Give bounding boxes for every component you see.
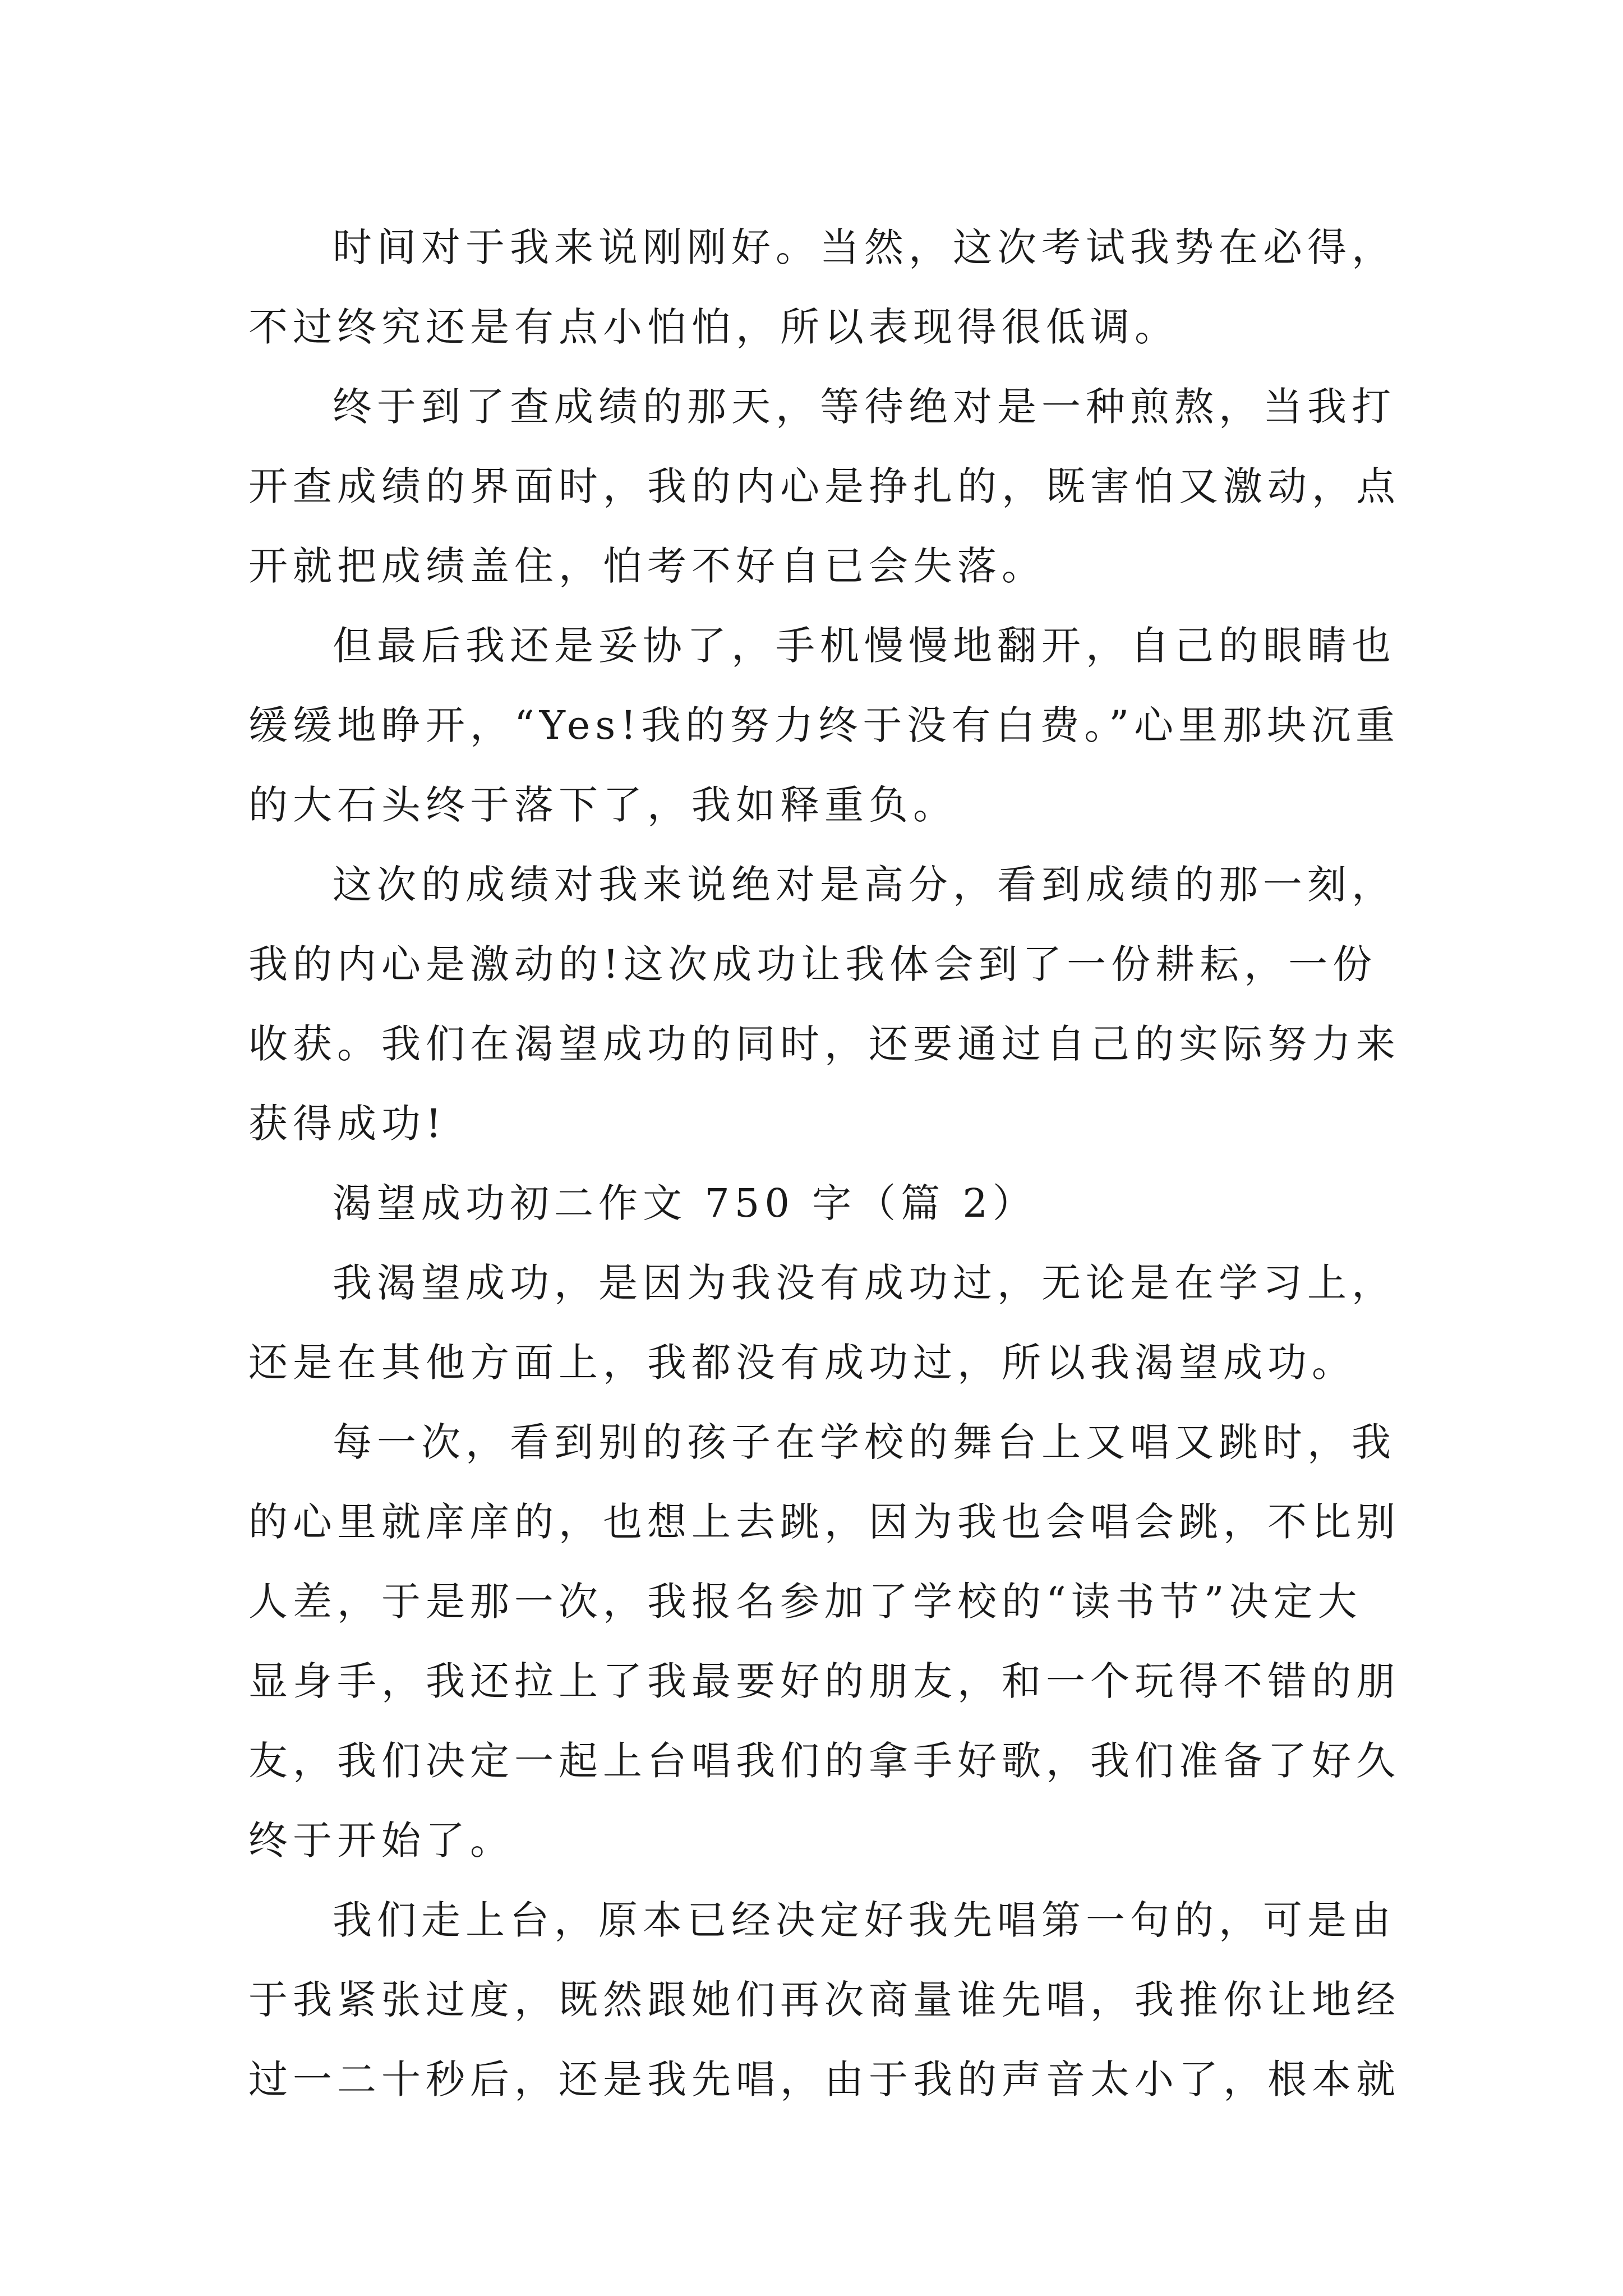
paragraph	[248, 367, 1400, 606]
text-line: 开就把成绩盖住，怕考不好自已会失落。	[248, 543, 1046, 589]
document-body	[248, 208, 1400, 2119]
text-line: 时间对于我来说刚刚好。当然，这次考试我势在必得，	[333, 224, 1396, 270]
paragraph	[248, 1402, 1400, 1880]
text-line: 终于开始了。	[248, 1818, 514, 1864]
paragraph	[248, 845, 1400, 1163]
section-heading: 渴望成功初二作文 750 字（篇 2）	[333, 1180, 1037, 1226]
text-line: 每一次，看到别的孩子在学校的舞台上又唱又跳时，我	[333, 1419, 1396, 1465]
text-line: 但最后我还是妥协了，手机慢慢地翻开，自己的眼睛也	[333, 623, 1396, 669]
paragraph	[248, 1880, 1400, 2119]
text-line: 于我紧张过度，既然跟她们再次商量谁先唱，我推你让地经	[248, 1977, 1400, 2023]
text-line: 终于到了查成绩的那天，等待绝对是一种煎熬，当我打	[333, 384, 1396, 430]
text-line: 开查成绩的界面时，我的内心是挣扎的，既害怕又激动，点	[248, 463, 1400, 509]
text-line: 这次的成绩对我来说绝对是高分，看到成绩的那一刻，	[333, 862, 1396, 908]
text-line: 收获。我们在渴望成功的同时，还要通过自己的实际努力来	[248, 1021, 1400, 1067]
paragraph	[248, 606, 1400, 845]
paragraph	[248, 1243, 1396, 1402]
text-line: 过一二十秒后，还是我先唱，由于我的声音太小了，根本就	[248, 2056, 1400, 2102]
text-line: 的大石头终于落下了，我如释重负。	[248, 782, 957, 828]
text-line: 还是在其他方面上，我都没有成功过，所以我渴望成功。	[248, 1340, 1356, 1386]
text-line: 的心里就庠庠的，也想上去跳，因为我也会唱会跳，不比别	[248, 1499, 1400, 1545]
text-line: 我的内心是激动的!这次成功让我体会到了一份耕耘，一份	[248, 941, 1377, 987]
paragraph	[248, 208, 1396, 367]
text-line: 友，我们决定一起上台唱我们的拿手好歌，我们准备了好久	[248, 1738, 1400, 1784]
text-line: 获得成功!	[248, 1101, 447, 1147]
text-line: 缓缓地睁开，“Yes!我的努力终于没有白费。”心里那块沉重	[248, 702, 1400, 748]
text-line: 我们走上台，原本已经决定好我先唱第一句的，可是由	[333, 1897, 1396, 1943]
text-line: 不过终究还是有点小怕怕，所以表现得很低调。	[248, 304, 1179, 350]
text-line: 显身手，我还拉上了我最要好的朋友，和一个玩得不错的朋	[248, 1658, 1400, 1704]
text-line: 人差，于是那一次，我报名参加了学校的“读书节”决定大	[248, 1579, 1362, 1625]
text-line: 我渴望成功，是因为我没有成功过，无论是在学习上，	[333, 1260, 1396, 1306]
